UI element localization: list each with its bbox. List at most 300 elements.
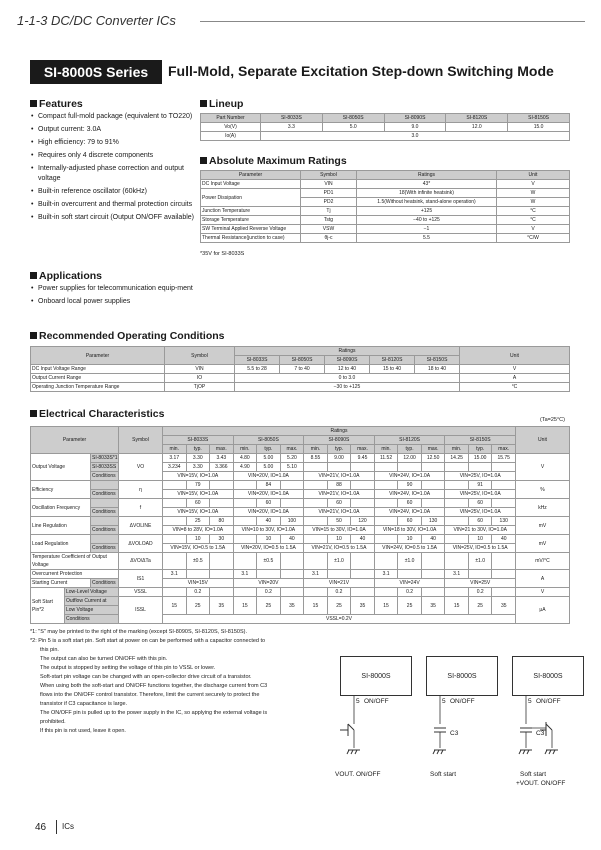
table-cell [163, 481, 187, 490]
table-cell: 40 [492, 535, 516, 544]
table-cell [280, 588, 304, 597]
table-cell: VIN=21V, IO=1.0A [304, 508, 375, 517]
table-cell: typ. [186, 445, 210, 454]
table-cell: Low-Level Voltage [65, 588, 119, 597]
table-cell: 25 [186, 517, 210, 526]
table-cell: 12.50 [421, 454, 445, 463]
note-line: The ON/OFF pin is pulled up to the power supply in the IC, so applying the external voltage is [40, 710, 268, 716]
table-cell: ΔVO/ΔTa [119, 553, 163, 570]
table-cell: 4.90 [233, 463, 257, 472]
diagram-caption: VOUT. ON/OFF [335, 771, 381, 778]
ic-block: SI-8000S [340, 656, 412, 696]
table-cell [280, 481, 304, 490]
table-cell [445, 463, 469, 472]
table-cell: 15 to 40 [370, 365, 415, 374]
table-cell: kHz [516, 499, 570, 517]
table-cell: VIN=21 to 30V, IO=1.0A [445, 526, 516, 535]
table-cell [445, 535, 469, 544]
table-cell: 9.00 [327, 454, 351, 463]
note-line: The output can also be turned ON/OFF with this pin. [40, 656, 168, 662]
table-cell: min. [163, 445, 187, 454]
table-cell: 5.00 [257, 454, 281, 463]
table-row [201, 207, 570, 216]
table-cell: typ. [257, 445, 281, 454]
table-cell: VIN=24V [374, 579, 445, 588]
features-heading: Features [30, 98, 83, 110]
table-cell: 12 to 40 [325, 365, 370, 374]
table-cell: 15 [374, 597, 398, 615]
table-cell: Conditions [91, 526, 119, 535]
lineup-header-cell: SI-8150S [508, 114, 570, 123]
table-cell [421, 588, 445, 597]
table-cell: Efficiency [31, 481, 91, 499]
table-cell: 12.00 [398, 454, 422, 463]
table-cell: Conditions [65, 615, 119, 624]
table-cell: 4.80 [233, 454, 257, 463]
table-cell: 9.45 [351, 454, 375, 463]
table-cell: 0.2 [186, 588, 210, 597]
amr-cell: W [497, 189, 570, 198]
table-cell: IO [165, 374, 235, 383]
table-row [201, 171, 570, 180]
table-cell: 60 [468, 517, 492, 526]
table-cell: 30 [210, 535, 234, 544]
table-cell: Output Voltage [31, 454, 91, 481]
table-cell: 0.2 [398, 588, 422, 597]
table-cell: VIN=24V, IO=1.0A [374, 472, 445, 481]
lineup-vo-cell: 12.0 [446, 123, 508, 132]
table-cell: 15 [233, 597, 257, 615]
table-cell: 25 [257, 597, 281, 615]
table-row [31, 508, 570, 517]
lineup-header-cell: SI-8090S [384, 114, 446, 123]
table-cell: f [119, 499, 163, 517]
table-cell [91, 517, 119, 526]
lineup-header-cell: SI-8033S [261, 114, 323, 123]
table-cell: VIN=25V [445, 579, 516, 588]
table-row [31, 427, 570, 436]
note-line: flows into the ON/OFF control transistor. Therefore, limit the current securely to protect the [40, 692, 260, 698]
table-cell [233, 499, 257, 508]
lineup-heading: Lineup [200, 98, 243, 110]
table-cell: 3.30 [186, 454, 210, 463]
list-item: • Built-in soft start circuit (Output ON/OFF available) [30, 213, 200, 223]
table-cell [327, 570, 351, 579]
table-cell: Conditions [91, 490, 119, 499]
table-cell: 3.1 [233, 570, 257, 579]
table-cell [163, 588, 187, 597]
table-row [201, 180, 570, 189]
amr-cell: 43* [357, 180, 497, 189]
table-cell: SI-8150S [415, 356, 460, 365]
table-row [31, 383, 570, 392]
capacitor-label: C3 [536, 730, 545, 737]
table-cell [91, 535, 119, 544]
table-cell: VIN=20V, IO=1.0A [233, 472, 304, 481]
table-cell: Line Regulation [31, 517, 91, 535]
table-cell [304, 535, 328, 544]
table-cell: 10 [398, 535, 422, 544]
table-cell: mV [516, 517, 570, 535]
table-row [31, 454, 570, 463]
table-cell: ΔVOLOAD [119, 535, 163, 553]
table-cell [492, 499, 516, 508]
table-cell: 14.25 [445, 454, 469, 463]
list-item: • Built-in overcurrent and thermal protection circuits [30, 200, 200, 210]
table-cell: 8.55 [304, 454, 328, 463]
table-cell: Load Regulation [31, 535, 91, 553]
table-cell: 40 [351, 535, 375, 544]
lineup-table [200, 113, 570, 141]
table-cell: 60 [468, 499, 492, 508]
amr-cell: 1.5(Without heatsink, stand-alone operation) [357, 198, 497, 207]
table-cell [421, 463, 445, 472]
table-cell: SI-8090S [304, 436, 375, 445]
table-cell: ±0.5 [257, 553, 281, 570]
table-cell: 79 [186, 481, 210, 490]
table-cell [421, 553, 445, 570]
table-row [31, 597, 570, 606]
circuit-diagram [512, 656, 592, 806]
table-cell: ±1.0 [468, 553, 492, 570]
table-row [31, 570, 570, 579]
table-cell: Low Voltage [65, 606, 119, 615]
table-cell: max. [421, 445, 445, 454]
amr-header-cell: Unit [497, 171, 570, 180]
table-cell: 15 [445, 597, 469, 615]
table-cell [468, 570, 492, 579]
table-cell: VIN=15V, IO=1.0A [163, 508, 234, 517]
table-row [201, 216, 570, 225]
amr-cell: 18(With infinite heatsink) [357, 189, 497, 198]
table-cell [163, 517, 187, 526]
table-cell: η [119, 481, 163, 499]
amr-param: Power Dissipation [201, 189, 301, 207]
table-cell [304, 463, 328, 472]
list-item: • Output current: 3.0A [30, 125, 200, 135]
table-cell [304, 481, 328, 490]
table-cell: 15.00 [468, 454, 492, 463]
table-cell: Symbol [119, 427, 163, 454]
table-cell: SI-8033S [235, 356, 280, 365]
table-cell [374, 588, 398, 597]
list-item: • Built-in reference oscillator (60kHz) [30, 187, 200, 197]
table-cell: Temperature Coefficient of Output Voltage [31, 553, 119, 570]
table-cell: SI-8033SS [91, 463, 119, 472]
table-cell [374, 517, 398, 526]
amr-cell: °C/W [497, 234, 570, 243]
lineup-io-value: 3.0 [261, 132, 570, 141]
table-row [31, 553, 570, 570]
pin-label: ON/OFF [450, 698, 475, 705]
table-cell: ±1.0 [327, 553, 351, 570]
table-cell [445, 553, 469, 570]
amr-cell: °C [497, 216, 570, 225]
table-cell: VIN [165, 365, 235, 374]
table-cell: 7 to 40 [280, 365, 325, 374]
note-line: *1: "S" may be printed to the right of the marking (except SI-8090S, SI-8120S, SI-8150S). [30, 629, 247, 635]
amr-cell: V [497, 180, 570, 189]
table-cell: VIN=20V, IO=1.0A [233, 490, 304, 499]
table-cell: VIN=24V, IO=0.5 to 1.5A [374, 544, 445, 553]
application-diagrams [335, 656, 585, 806]
table-cell: −30 to +125 [235, 383, 460, 392]
list-item: • Onboard local power supplies [30, 297, 200, 307]
table-cell: 15 [163, 597, 187, 615]
table-cell [421, 481, 445, 490]
lineup-vo-label: Vo(V) [201, 123, 261, 132]
circuit-wiring [340, 696, 420, 766]
table-cell: 90 [398, 481, 422, 490]
table-cell [210, 588, 234, 597]
note-line: When using both the soft-start and ON/OFF functions together, the discharge current from C3 [40, 683, 268, 689]
table-cell: 5.20 [280, 454, 304, 463]
table-cell [304, 499, 328, 508]
series-badge: SI-8000S Series [30, 60, 162, 84]
table-cell [492, 553, 516, 570]
table-cell [304, 553, 328, 570]
table-cell: Conditions [91, 544, 119, 553]
table-cell: 10 [257, 535, 281, 544]
table-cell: Overcurrent Protection [31, 570, 119, 579]
amr-table [200, 170, 570, 243]
table-cell: 84 [257, 481, 281, 490]
table-cell: SI-8150S [445, 436, 516, 445]
table-row [31, 535, 570, 544]
table-row [31, 544, 570, 553]
amr-cell: Tj [301, 207, 357, 216]
circuit-wiring [512, 696, 592, 766]
table-cell [445, 481, 469, 490]
table-cell [91, 499, 119, 508]
diagram-caption-2: +VOUT. ON/OFF [516, 780, 566, 787]
table-cell: 5.10 [280, 463, 304, 472]
table-cell: Symbol [165, 347, 235, 365]
table-cell [445, 588, 469, 597]
table-cell: VIN=18 to 30V, IO=1.0A [374, 526, 445, 535]
circuit-diagram [426, 656, 506, 806]
table-cell: 0 to 3.0 [235, 374, 460, 383]
table-cell: 60 [398, 499, 422, 508]
table-cell [163, 535, 187, 544]
table-cell: 60 [398, 517, 422, 526]
lineup-vo-cell: 9.0 [384, 123, 446, 132]
table-cell: SI-8050S [280, 356, 325, 365]
table-cell: 40 [257, 517, 281, 526]
table-row [201, 189, 570, 198]
section-header: 1-1-3 DC/DC Converter ICs [17, 13, 176, 28]
table-cell: mV [516, 535, 570, 553]
amr-cell: VSW [301, 225, 357, 234]
table-cell: Unit [516, 427, 570, 454]
table-cell: Oscillation Frequency [31, 499, 91, 517]
table-cell: Starting Current [31, 579, 91, 588]
roc-table [30, 346, 570, 392]
table-cell: Conditions [91, 579, 119, 588]
table-cell [233, 553, 257, 570]
table-row [31, 517, 570, 526]
table-cell [280, 553, 304, 570]
table-cell [492, 481, 516, 490]
table-cell: μA [516, 597, 570, 624]
lineup-header-cell: SI-8050S [322, 114, 384, 123]
table-cell: VIN=20V [233, 579, 304, 588]
table-cell: typ. [468, 445, 492, 454]
table-cell: VIN=15V [163, 579, 234, 588]
table-cell: 25 [398, 597, 422, 615]
table-cell [186, 570, 210, 579]
pin-number: 5 [528, 698, 532, 705]
table-row [31, 463, 570, 472]
amr-header-cell: Ratings [357, 171, 497, 180]
footer-section: ICs [62, 822, 74, 831]
table-cell: A [516, 570, 570, 588]
lineup-vo-cell: 15.0 [508, 123, 570, 132]
capacitor-label: C3 [450, 730, 459, 737]
table-cell [233, 517, 257, 526]
amr-cell: PD1 [301, 189, 357, 198]
page-number: 46 [35, 822, 47, 833]
table-cell: 35 [280, 597, 304, 615]
table-cell: 0.2 [468, 588, 492, 597]
lineup-vo-cell: 3.3 [261, 123, 323, 132]
table-cell: Parameter [31, 347, 165, 365]
table-cell [91, 481, 119, 490]
circuit-diagram [335, 656, 420, 806]
table-cell: max. [351, 445, 375, 454]
table-cell: VIN=21V, IO=0.5 to 1.5A [304, 544, 375, 553]
ec-heading: Electrical Characteristics [30, 408, 165, 420]
table-cell: SI-8120S [374, 436, 445, 445]
table-cell [351, 570, 375, 579]
table-cell: Operating Junction Temperature Range [31, 383, 165, 392]
table-row [31, 615, 570, 624]
lineup-vo-cell: 5.0 [322, 123, 384, 132]
table-cell [398, 570, 422, 579]
table-cell: VIN=15V, IO=1.0A [163, 490, 234, 499]
table-cell: 60 [327, 499, 351, 508]
table-cell: typ. [398, 445, 422, 454]
table-cell: VIN=20V, IO=1.0A [233, 508, 304, 517]
table-cell [421, 499, 445, 508]
table-row [31, 481, 570, 490]
footer-divider [56, 820, 57, 834]
table-cell: min. [445, 445, 469, 454]
amr-cell: −1 [357, 225, 497, 234]
table-cell [210, 553, 234, 570]
table-cell: 25 [186, 597, 210, 615]
table-cell [421, 570, 445, 579]
amr-header-cell: Parameter [201, 171, 301, 180]
table-cell: 130 [421, 517, 445, 526]
table-cell: 35 [492, 597, 516, 615]
header-rule [200, 21, 585, 22]
table-cell: VSSL=0.2V [163, 615, 516, 624]
table-cell: 40 [280, 535, 304, 544]
table-cell: 5.00 [257, 463, 281, 472]
table-cell [374, 535, 398, 544]
amr-param: Storage Temperature [201, 216, 301, 225]
table-cell: VIN=20V, IO=0.5 to 1.5A [233, 544, 304, 553]
table-cell: 40 [421, 535, 445, 544]
table-cell: 3.30 [186, 463, 210, 472]
table-cell: V [516, 588, 570, 597]
table-cell [163, 499, 187, 508]
table-cell: VO [119, 454, 163, 481]
amr-cell: °C [497, 207, 570, 216]
list-item: • High efficiency: 79 to 91% [30, 138, 200, 148]
amr-cell: −40 to +125 [357, 216, 497, 225]
table-cell: VIN=21V, IO=1.0A [304, 490, 375, 499]
table-cell [492, 570, 516, 579]
table-cell: max. [280, 445, 304, 454]
notes-block [30, 628, 330, 736]
table-cell [233, 535, 257, 544]
table-cell: min. [374, 445, 398, 454]
note-line: prohibited. [40, 719, 66, 725]
table-cell: VIN=25V, IO=1.0A [445, 490, 516, 499]
table-cell [374, 463, 398, 472]
table-cell: 35 [210, 597, 234, 615]
table-cell: A [460, 374, 570, 383]
table-cell: 10 [468, 535, 492, 544]
table-cell [210, 481, 234, 490]
table-cell [351, 481, 375, 490]
table-cell: VIN=10 to 30V, IO=1.0A [233, 526, 304, 535]
table-cell: 0.2 [257, 588, 281, 597]
table-cell: 3.1 [163, 570, 187, 579]
table-cell: °C [460, 383, 570, 392]
table-cell: 88 [327, 481, 351, 490]
table-row [31, 347, 570, 356]
table-cell: 3.366 [210, 463, 234, 472]
table-cell [210, 499, 234, 508]
table-cell: SI-8050S [233, 436, 304, 445]
table-cell [492, 463, 516, 472]
page-title: Full-Mold, Separate Excitation Step-down Switching Mode [168, 63, 554, 79]
list-item: • Requires only 4 discrete components [30, 151, 200, 161]
table-cell [398, 463, 422, 472]
table-cell: 18 to 40 [415, 365, 460, 374]
applications-heading: Applications [30, 270, 102, 282]
amr-cell: +125 [357, 207, 497, 216]
roc-heading: Recommended Operating Conditions [30, 330, 225, 342]
table-cell: 80 [210, 517, 234, 526]
ec-ta: (Ta=25°C) [540, 417, 565, 423]
table-cell: Outflow Current at [65, 597, 119, 606]
table-row [31, 365, 570, 374]
table-cell: 11.52 [374, 454, 398, 463]
lineup-io-label: Io(A) [201, 132, 261, 141]
table-cell [304, 588, 328, 597]
table-cell [351, 588, 375, 597]
note-line: If this pin is not used, leave it open. [40, 728, 126, 734]
circuit-wiring [426, 696, 506, 766]
table-cell: 5.5 to 28 [235, 365, 280, 374]
table-row [31, 472, 570, 481]
amr-cell: Tstg [301, 216, 357, 225]
table-cell [233, 481, 257, 490]
table-cell [351, 553, 375, 570]
table-cell: SI-8033S [163, 436, 234, 445]
table-cell: VIN=15V, IO=0.5 to 1.5A [163, 544, 234, 553]
table-cell: VIN=21V, IO=1.0A [304, 472, 375, 481]
table-cell: 3.1 [445, 570, 469, 579]
table-cell: SI-8120S [370, 356, 415, 365]
diagram-caption: Soft start [520, 771, 547, 778]
table-cell: Ratings [163, 427, 516, 436]
table-cell: Unit [460, 347, 570, 365]
